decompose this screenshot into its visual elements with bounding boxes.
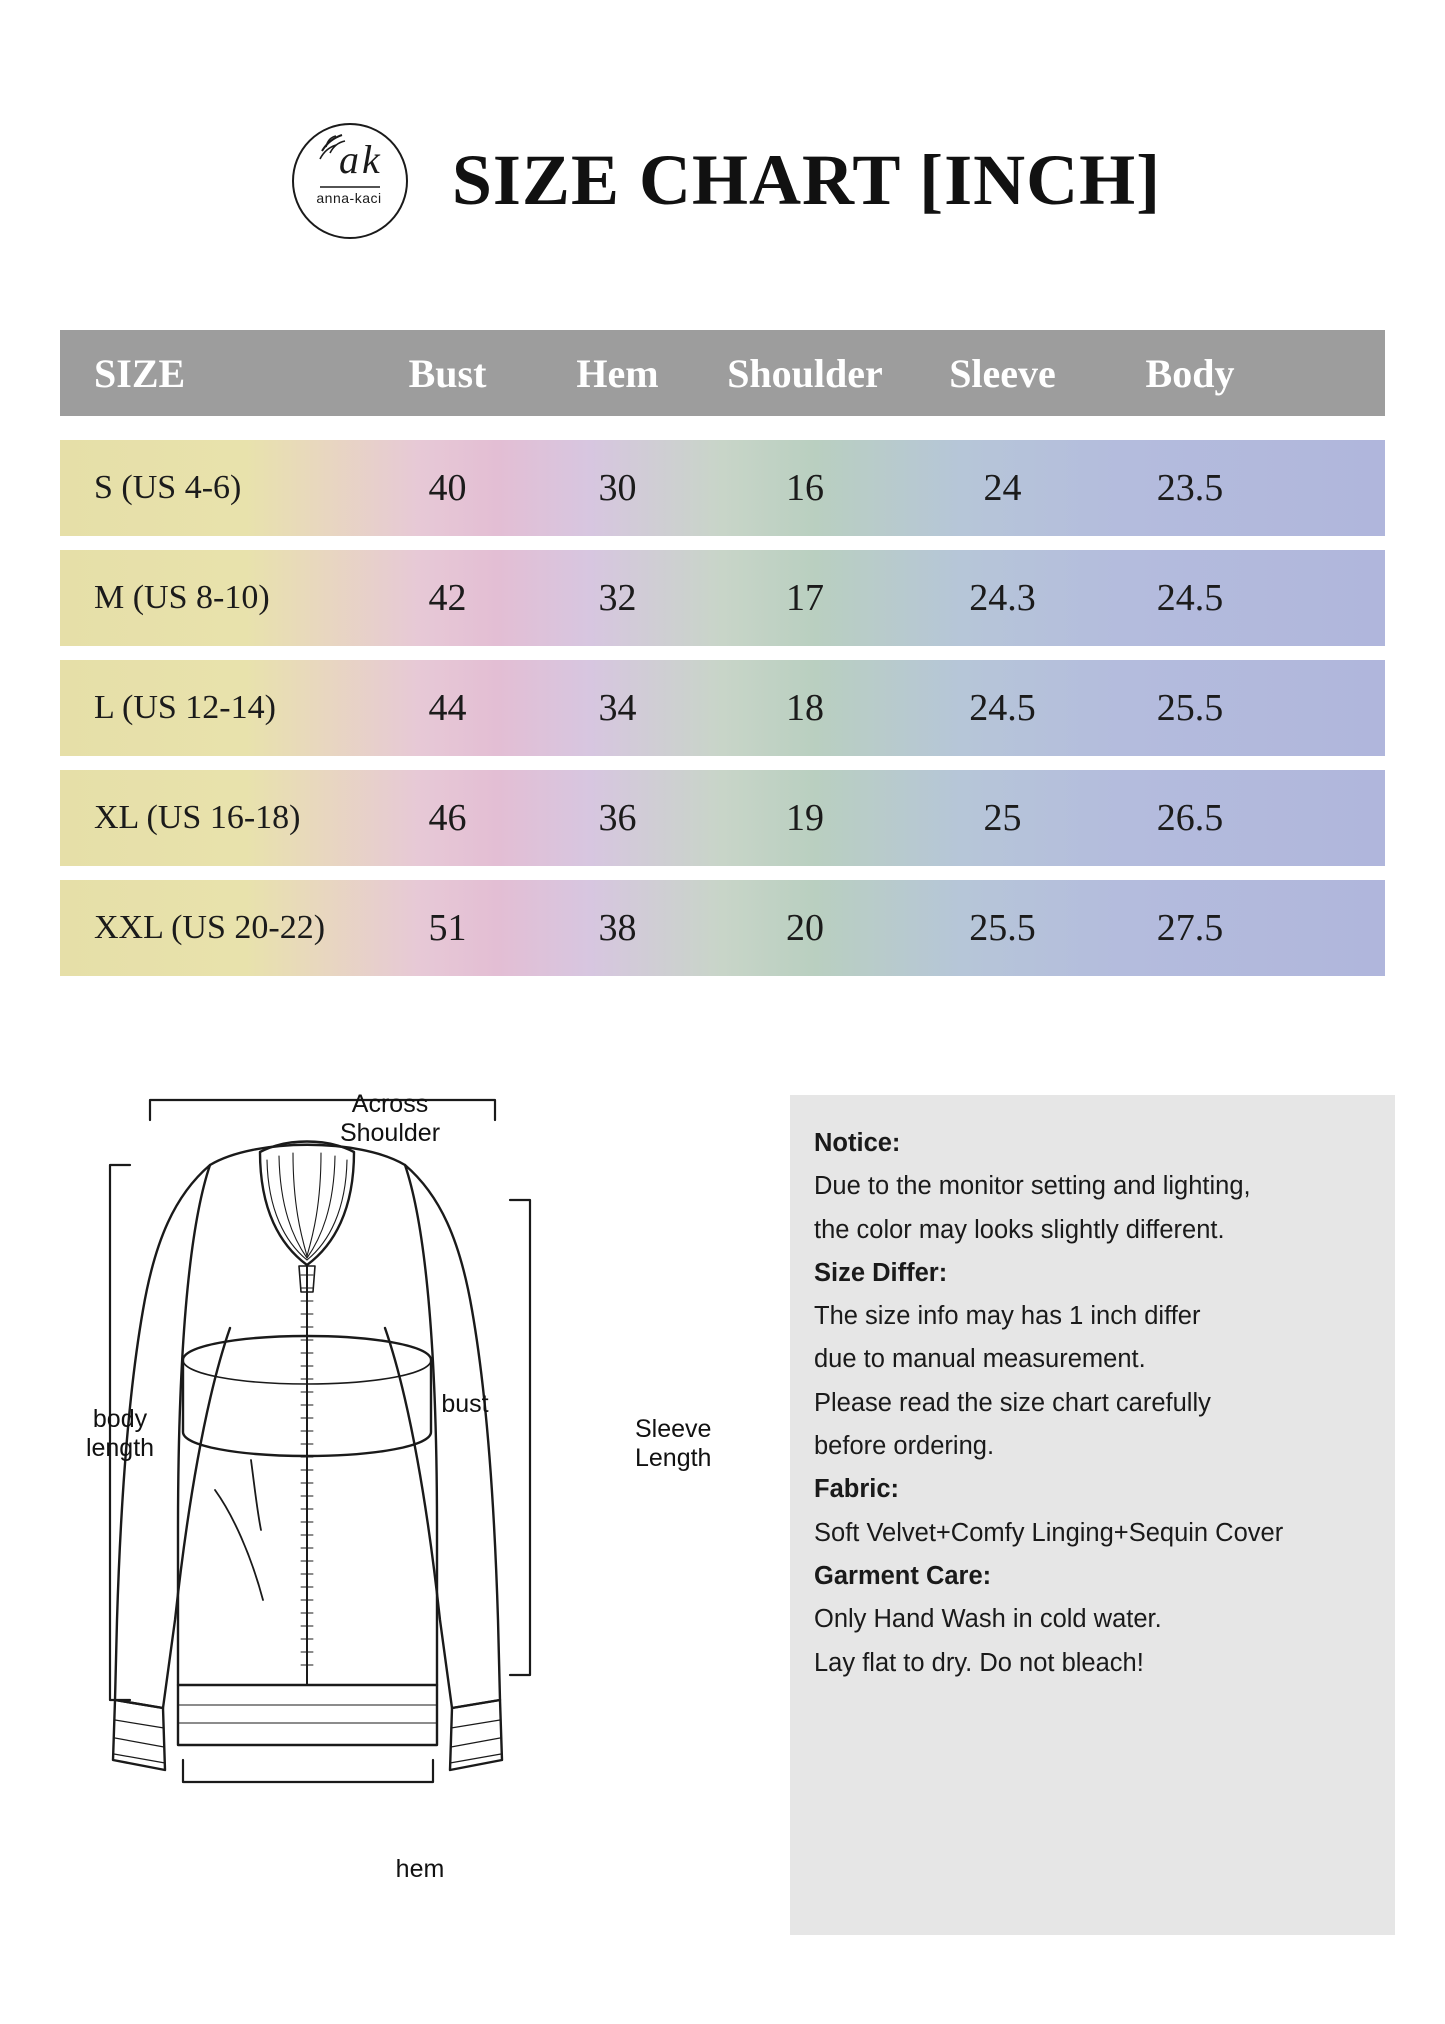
notice-heading-notice: Notice: <box>814 1129 901 1157</box>
label-bust: bust <box>441 1390 489 1418</box>
notice-text-before-ordering: before ordering. <box>814 1432 995 1461</box>
label-across-shoulder-line2: Shoulder <box>339 1118 441 1147</box>
page-title: SIZE CHART [INCH] <box>451 139 1162 220</box>
cell-hem: 34 <box>598 687 637 729</box>
column-header-size: SIZE <box>94 350 186 396</box>
label-across-shoulder-line1: Across <box>351 1090 429 1118</box>
table-row <box>60 660 1385 756</box>
cell-bust: 46 <box>428 797 467 839</box>
table-row <box>60 770 1385 866</box>
cell-shoulder: 16 <box>786 467 824 509</box>
cell-size: XL (US 16-18) <box>94 799 301 836</box>
table-row <box>60 440 1385 536</box>
cell-shoulder: 17 <box>786 577 824 619</box>
notice-text-fabric: Soft Velvet+Comfy Linging+Sequin Cover <box>814 1518 1284 1547</box>
cell-body: 23.5 <box>1156 467 1224 509</box>
cell-bust: 44 <box>428 687 467 729</box>
cell-bust: 42 <box>428 577 467 619</box>
page-header <box>0 100 1445 260</box>
cell-shoulder: 20 <box>786 907 824 949</box>
cell-shoulder: 19 <box>786 797 824 839</box>
cell-bust: 40 <box>428 467 467 509</box>
cell-bust: 51 <box>428 907 467 949</box>
notice-panel <box>790 1095 1395 1935</box>
cell-size: XXL (US 20-22) <box>94 909 326 946</box>
label-sleeve-length-line2: Length <box>635 1443 712 1472</box>
svg-text:anna-kaci: anna-kaci <box>316 190 382 206</box>
svg-text:a: a <box>338 137 359 182</box>
column-header-body: Body <box>1145 350 1235 396</box>
column-header-sleeve: Sleeve <box>949 350 1056 396</box>
cell-hem: 30 <box>598 467 637 509</box>
anna-kaci-logo <box>284 115 414 245</box>
label-sleeve-length-line1: Sleeve <box>635 1415 712 1443</box>
cell-size: M (US 8-10) <box>94 579 270 616</box>
cell-hem: 32 <box>598 577 637 619</box>
cell-size: L (US 12-14) <box>94 689 276 726</box>
cell-sleeve: 25.5 <box>969 907 1036 949</box>
label-hem: hem <box>395 1855 445 1883</box>
cell-body: 25.5 <box>1156 687 1224 729</box>
notice-text-manual-measure: due to manual measurement. <box>814 1345 1146 1374</box>
jacket-illustration-icon <box>55 1060 775 1940</box>
table-row <box>60 880 1385 976</box>
cell-size: S (US 4-6) <box>94 469 242 506</box>
size-table <box>60 330 1385 990</box>
cell-body: 26.5 <box>1156 797 1224 839</box>
notice-text-monitor: Due to the monitor setting and lighting, <box>814 1172 1251 1201</box>
notice-heading-garment-care: Garment Care: <box>814 1561 992 1590</box>
cell-body: 24.5 <box>1156 577 1224 619</box>
label-body-length <box>65 1405 175 1463</box>
column-header-bust: Bust <box>408 350 487 396</box>
cell-hem: 36 <box>598 797 637 839</box>
logo-mark-icon <box>284 115 414 245</box>
notice-text-read-chart: Please read the size chart carefully <box>814 1388 1211 1417</box>
label-body-length-line2: length <box>85 1433 155 1462</box>
cell-hem: 38 <box>598 907 637 949</box>
column-header-hem: Hem <box>576 350 659 396</box>
label-body-length-line1: body <box>92 1405 148 1433</box>
label-across-shoulder <box>305 1090 475 1148</box>
measurement-diagram <box>55 1060 775 1940</box>
notice-heading-fabric: Fabric: <box>814 1475 900 1504</box>
table-header-row <box>60 330 1385 416</box>
cell-body: 27.5 <box>1156 907 1224 949</box>
cell-sleeve: 24 <box>983 467 1022 509</box>
notice-text-lay-flat: Lay flat to dry. Do not bleach! <box>814 1648 1144 1677</box>
svg-text:k: k <box>361 137 380 182</box>
label-sleeve-length <box>635 1415 765 1473</box>
notice-text-hand-wash: Only Hand Wash in cold water. <box>814 1605 1162 1634</box>
column-header-shoulder: Shoulder <box>727 350 883 396</box>
notice-text-size-info: The size info may has 1 inch differ <box>814 1302 1201 1331</box>
notice-heading-size-differ: Size Differ: <box>814 1258 948 1287</box>
cell-sleeve: 24.3 <box>969 577 1036 619</box>
table-row <box>60 550 1385 646</box>
notice-text-color: the color may looks slightly different. <box>814 1215 1225 1244</box>
cell-sleeve: 25 <box>983 797 1022 839</box>
cell-shoulder: 18 <box>786 687 824 729</box>
cell-sleeve: 24.5 <box>969 687 1036 729</box>
